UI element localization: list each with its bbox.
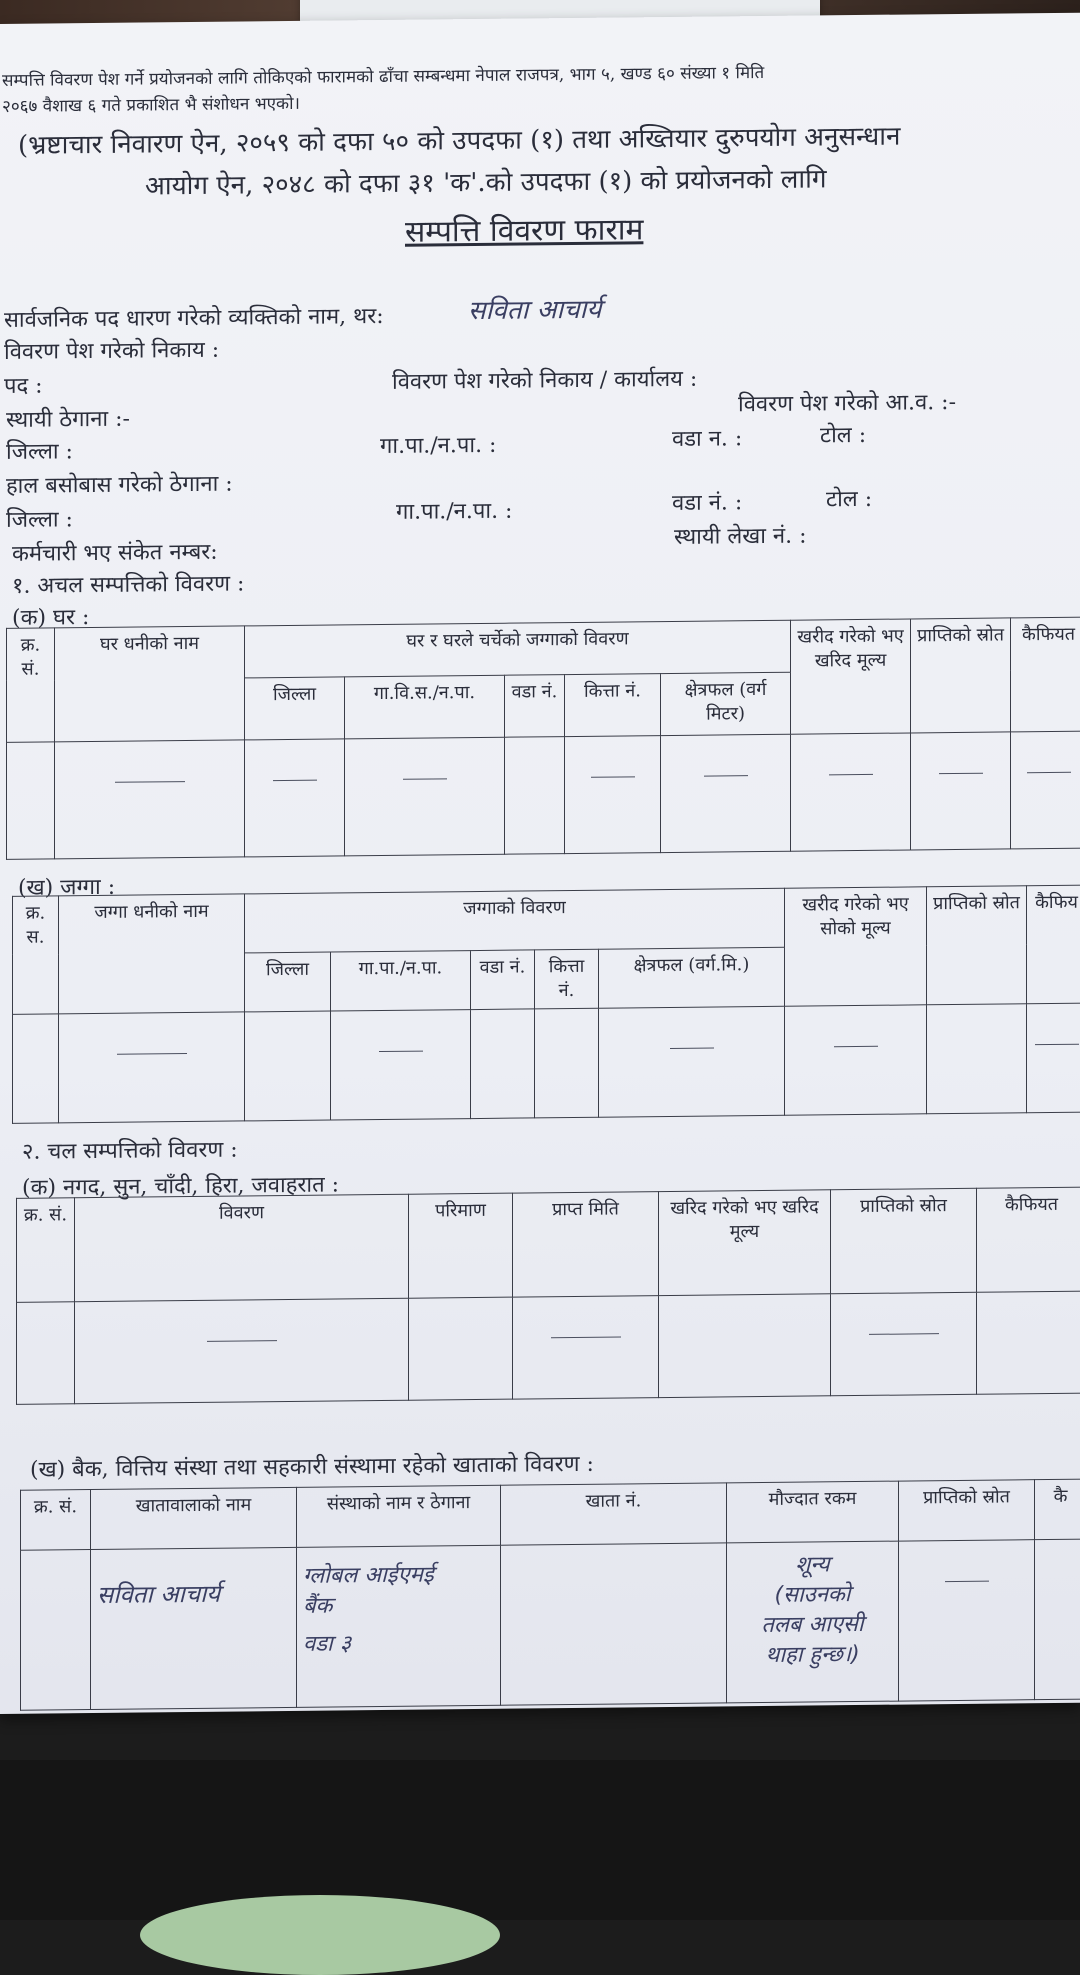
house-district-header: जिल्ला bbox=[245, 677, 345, 740]
post-label: पद : bbox=[4, 370, 43, 400]
bank-source-header: प्राप्तिको स्रोत bbox=[899, 1480, 1035, 1541]
green-object bbox=[140, 1895, 500, 1975]
bank-institution-line3: वडा ३ bbox=[303, 1626, 494, 1658]
land-sn-header: क्र. स. bbox=[13, 896, 59, 1015]
house-cell bbox=[791, 733, 911, 851]
bank-account-header: खाता नं. bbox=[501, 1483, 727, 1545]
form-title: सम्पत्ति विवरण फाराम bbox=[405, 207, 643, 250]
background-bottom bbox=[0, 1760, 1080, 1920]
house-area-header: क्षेत्रफल (वर्ग मिटर) bbox=[661, 672, 791, 735]
tole2-label: टोल : bbox=[826, 483, 872, 513]
employee-code-label: कर्मचारी भए संकेत नम्बर: bbox=[12, 536, 218, 568]
municipality1-label: गा.पा./न.पा. : bbox=[380, 429, 496, 460]
house-caption: (क) घर : bbox=[12, 601, 89, 632]
land-caption: (ख) जग्गा : bbox=[18, 871, 115, 902]
bank-holder-cell bbox=[91, 1547, 297, 1709]
house-cell bbox=[565, 735, 661, 853]
house-cell bbox=[1011, 731, 1080, 849]
bank-institution-header: संस्थाको नाम र ठेगाना bbox=[297, 1485, 501, 1547]
ward2-label: वडा नं. : bbox=[672, 486, 742, 517]
land-price-header: खरीद गरेको भए सोको मूल्य bbox=[785, 887, 927, 1007]
movable-quantity-header: परिमाण bbox=[409, 1193, 513, 1298]
movable-table bbox=[16, 1187, 1080, 1405]
bank-holder-value: सविता आचार्य bbox=[97, 1576, 290, 1611]
ward1-label: वडा न. : bbox=[672, 422, 742, 453]
current-address-label: हाल बसोबास गरेको ठेगाना : bbox=[6, 468, 233, 500]
movable-remarks-header: कैफियत bbox=[977, 1187, 1080, 1292]
land-group-header: जग्गाको विवरण bbox=[245, 888, 785, 952]
bank-institution-line2: बैंक bbox=[303, 1588, 494, 1620]
pan-label: स्थायी लेखा नं. : bbox=[674, 520, 807, 551]
bank-cell bbox=[21, 1550, 91, 1711]
fiscal-year-label: विवरण पेश गरेको आ.व. :- bbox=[738, 386, 956, 418]
land-cell bbox=[599, 1006, 785, 1117]
act-line2: आयोग ऐन, २०४८ को दफा ३१ 'क'.को उपदफा (१) को प्रयोजनको लागि bbox=[145, 159, 827, 202]
bank-balance-cell bbox=[727, 1541, 899, 1703]
gazette-note-line2: २०६७ वैशाख ६ गते प्रकाशित भै संशोधन भएको। bbox=[2, 91, 300, 117]
house-cell bbox=[345, 737, 505, 856]
land-cell bbox=[535, 1008, 599, 1117]
land-cell bbox=[59, 1012, 245, 1123]
house-price-header: खरीद गरेको भए खरिद मूल्य bbox=[791, 619, 911, 734]
land-district-header: जिल्ला bbox=[245, 952, 331, 1013]
land-cell bbox=[471, 1009, 535, 1118]
movable-date-header: प्राप्त मिति bbox=[513, 1192, 659, 1298]
district1-label: जिल्ला : bbox=[6, 435, 73, 466]
act-line1: (भ्रष्टाचार निवारण ऐन, २०५९ को दफा ५० को उपदफा (१) तथा अख्तियार दुरुपयोग अनुसन्धान bbox=[18, 117, 900, 162]
house-owner-header: घर धनीको नाम bbox=[55, 626, 245, 742]
movable-description-header: विवरण bbox=[75, 1194, 409, 1301]
movable-caption: (क) नगद, सुन, चाँदी, हिरा, जवाहरात : bbox=[22, 1168, 339, 1201]
land-plot-header: कित्ता नं. bbox=[535, 949, 599, 1009]
movable-cell bbox=[513, 1296, 659, 1400]
land-source-header: प्राप्तिको स्रोत bbox=[927, 886, 1027, 1005]
movable-source-header: प्राप्तिको स्रोत bbox=[831, 1188, 977, 1294]
form-paper bbox=[0, 13, 1080, 1714]
house-cell bbox=[245, 739, 345, 857]
land-cell bbox=[13, 1014, 59, 1123]
land-cell bbox=[785, 1005, 927, 1115]
movable-cell bbox=[17, 1302, 75, 1405]
bank-balance-line4: थाहा हुन्छ।) bbox=[733, 1638, 892, 1670]
land-owner-header: जग्गा धनीको नाम bbox=[59, 894, 245, 1014]
bank-balance-header: मौज्दात रकम bbox=[727, 1481, 899, 1543]
house-cell bbox=[661, 734, 791, 853]
movable-price-header: खरिद गरेको भए खरिद मूल्य bbox=[659, 1190, 831, 1296]
office-label: विवरण पेश गरेको निकाय : bbox=[4, 334, 219, 366]
bank-balance-line1: शून्य bbox=[733, 1548, 892, 1580]
tole1-label: टोल : bbox=[820, 419, 866, 449]
bank-institution-line1: ग्लोबल आईएमई bbox=[303, 1558, 494, 1590]
movable-cell bbox=[977, 1291, 1080, 1394]
land-cell bbox=[1027, 1003, 1080, 1112]
bank-sn-header: क्र. सं. bbox=[21, 1490, 91, 1551]
gazette-note-line1: सम्पत्ति विवरण पेश गर्ने प्रयोजनको लागि तोकिएको फारामको ढाँचा सम्बन्धमा नेपाल राजपत्र, भाग ५, खण्ड ६० संख्या १ मिति bbox=[2, 60, 764, 91]
movable-sn-header: क्र. सं. bbox=[17, 1198, 75, 1303]
permanent-address-label: स्थायी ठेगाना :- bbox=[6, 403, 130, 434]
bank-institution-cell bbox=[297, 1545, 501, 1707]
name-value: सविता आचार्य bbox=[468, 290, 601, 327]
bank-remarks-header: कै bbox=[1035, 1479, 1080, 1540]
house-ward-header: वडा नं. bbox=[505, 675, 565, 737]
house-cell bbox=[911, 732, 1011, 850]
house-group-header: घर र घरले चर्चेको जग्गाको विवरण bbox=[245, 620, 791, 678]
house-cell bbox=[505, 736, 565, 854]
bank-account-cell bbox=[501, 1543, 727, 1705]
land-ward-header: वडा नं. bbox=[471, 949, 535, 1009]
district2-label: जिल्ला : bbox=[6, 503, 73, 534]
house-source-header: प्राप्तिको स्रोत bbox=[911, 618, 1011, 733]
section2-label: २. चल सम्पत्तिको विवरण : bbox=[22, 1134, 238, 1166]
movable-cell bbox=[831, 1292, 977, 1396]
house-sn-header: क्र. सं. bbox=[7, 628, 55, 742]
land-cell bbox=[927, 1004, 1027, 1114]
name-label: सार्वजनिक पद धारण गरेको व्यक्तिको नाम, थर: bbox=[4, 300, 384, 334]
bank-source-cell bbox=[899, 1540, 1035, 1701]
bank-table bbox=[20, 1479, 1080, 1711]
land-remarks-header: कैफिय bbox=[1027, 885, 1080, 1004]
land-table bbox=[12, 885, 1080, 1124]
movable-cell bbox=[409, 1297, 513, 1400]
house-table bbox=[6, 617, 1080, 860]
house-remarks-header: कैफियत bbox=[1011, 617, 1080, 732]
land-cell bbox=[245, 1011, 331, 1121]
land-municipality-header: गा.पा./न.पा. bbox=[331, 950, 471, 1011]
bank-holder-header: खातावालाको नाम bbox=[91, 1487, 297, 1549]
land-cell bbox=[331, 1010, 471, 1120]
municipality2-label: गा.पा./न.पा. : bbox=[396, 495, 512, 526]
movable-cell bbox=[75, 1298, 409, 1403]
movable-cell bbox=[659, 1294, 831, 1398]
bank-balance-line2: (साउनको bbox=[733, 1578, 892, 1610]
office2-label: विवरण पेश गरेको निकाय / कार्यालय : bbox=[392, 363, 697, 396]
land-area-header: क्षेत्रफल (वर्ग.मि.) bbox=[599, 947, 785, 1009]
house-cell bbox=[55, 740, 245, 859]
house-plot-header: कित्ता नं. bbox=[565, 674, 661, 737]
bank-balance-line3: तलब आएसी bbox=[733, 1608, 892, 1640]
house-cell bbox=[7, 742, 55, 860]
house-municipality-header: गा.वि.स./न.पा. bbox=[345, 675, 505, 738]
bank-cell bbox=[1035, 1539, 1080, 1700]
section1-label: १. अचल सम्पत्तिको विवरण : bbox=[12, 567, 244, 599]
bank-caption: (ख) बैक, वित्तिय संस्था तथा सहकारी संस्थामा रहेको खाताको विवरण : bbox=[30, 1448, 594, 1484]
